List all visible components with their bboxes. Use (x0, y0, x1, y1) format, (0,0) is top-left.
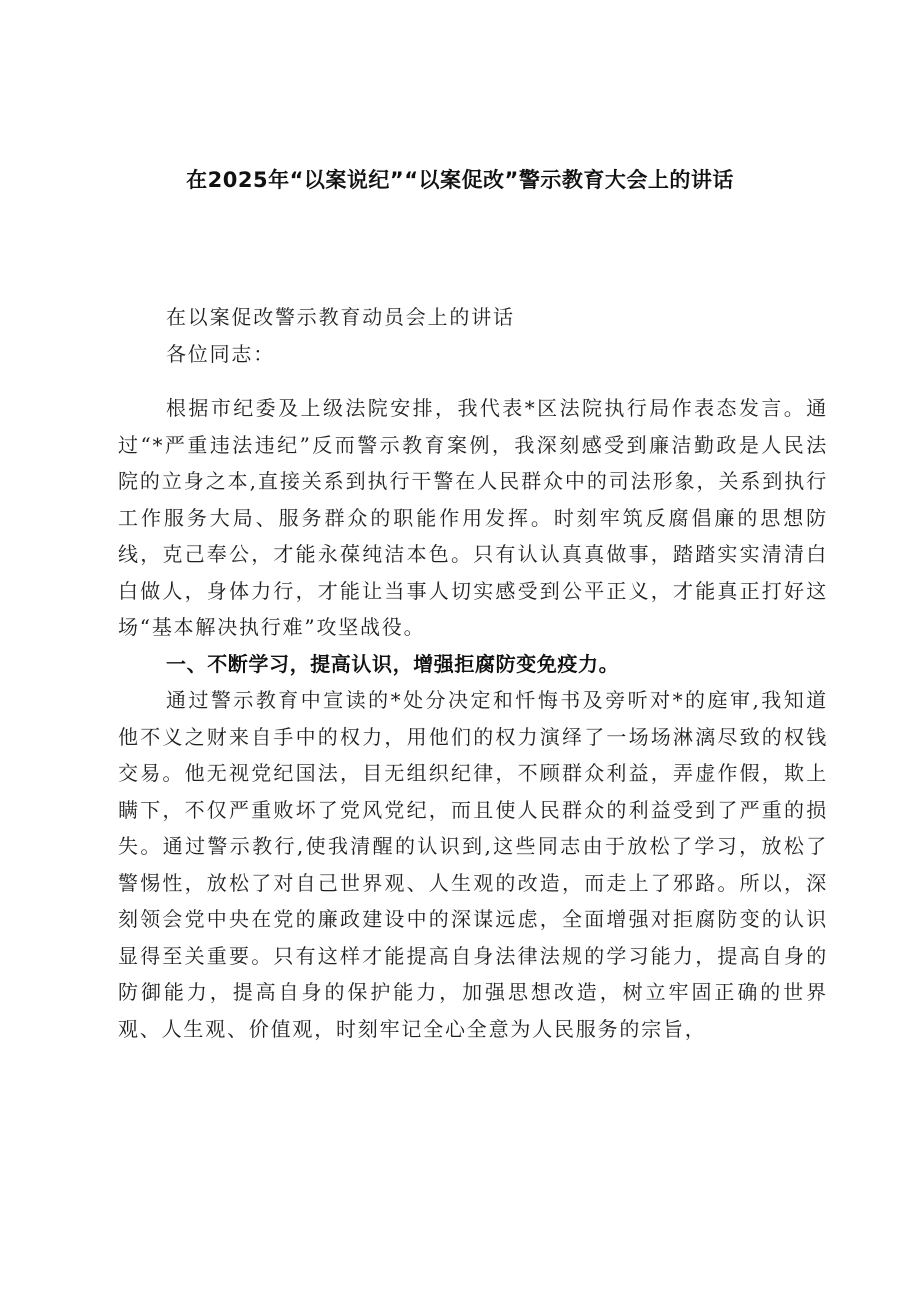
salutation: 各位同志： (166, 341, 275, 366)
section-heading: 一、不断学习，提高认识，增强拒腐防变免疫力。 (166, 651, 620, 676)
speech-subtitle: 在以案促改警示教育动员会上的讲话 (166, 305, 515, 329)
opening-block (118, 299, 828, 372)
intro-paragraph: 根据市纪委及上级法院安排，我代表*区法院执行局作表态发言。通过“*严重违法违纪”反而警示教育案例，我深刻感受到廉洁勤政是人民法院的立身之本,直接关系到执行干警在人民群众中的司法形象，关系到执行工作服务大局、服务群众的职能作用发挥。时刻牢筑反腐倡廉的思想防线，克己奉公，才能永葆纯洁本色。只有认认真真做事，踏踏实实清清白白做人，身体力行，才能让当事人切实感受到公平正义，才能真正打好这场“基本解决执行难”攻坚战役。 (118, 396, 828, 639)
section-paragraph: 通过警示教育中宣读的*处分决定和忏悔书及旁听对*的庭审,我知道他不义之财来自手中的权力，用他们的权力演绎了一场场淋漓尽致的权钱交易。他无视党纪国法，目无组织纪律，不顾群众利益，弄虚作假，欺上瞒下，不仅严重败坏了党风党纪，而且使人民群众的利益受到了严重的损失。通过警示教行,使我清醒的认识到,这些同志由于放松了学习，放松了警惕性，放松了对自己世界观、人生观的改造，而走上了邪路。所以，深刻领会党中央在党的廉政建设中的深谋远虑，全面增强对拒腐防变的认识显得至关重要。只有这样才能提高自身法律法规的学习能力，提高自身的防御能力，提高自身的保护能力，加强思想改造，树立牢固正确的世界观、人生观、价值观，时刻牢记全心全意为人民服务的宗旨， (118, 688, 828, 1041)
document-title: 在2025年“以案说纪”“以案促改”警示教育大会上的讲话 (186, 168, 734, 192)
speech-body (118, 390, 828, 1047)
